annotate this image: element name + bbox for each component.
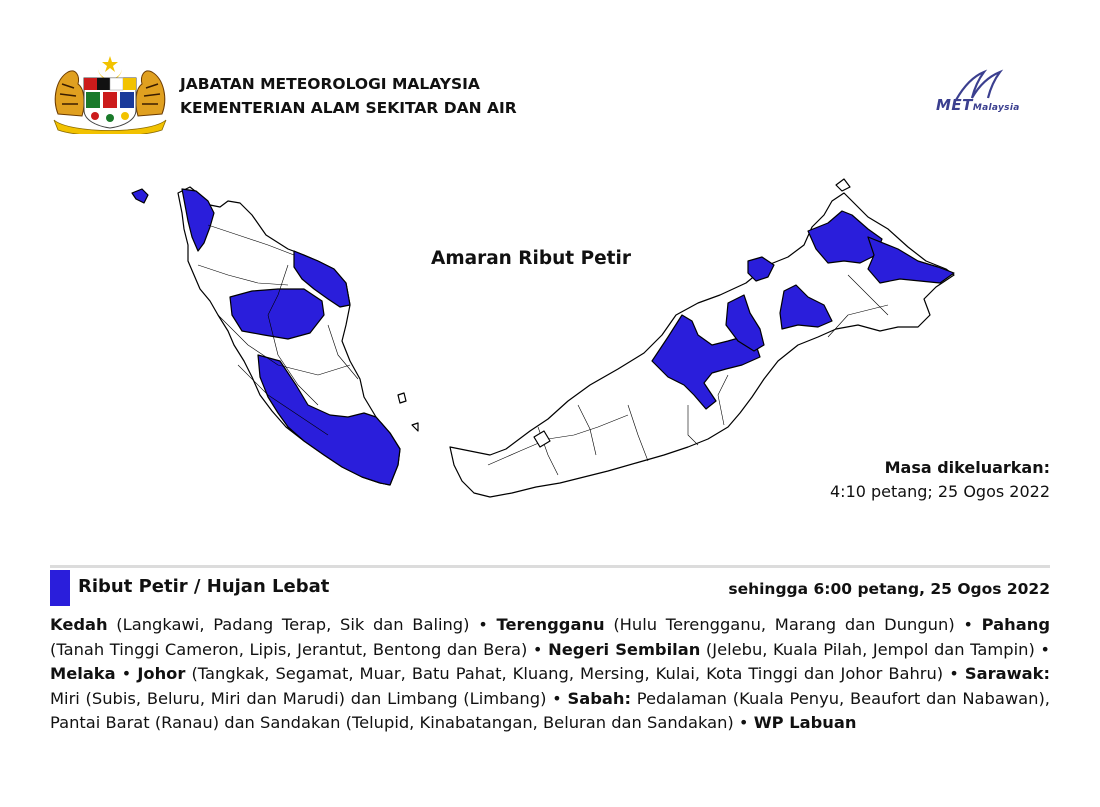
state-name: Sarawak: <box>964 664 1050 684</box>
affected-areas: Kedah (Langkawi, Padang Terap, Sik dan Baling) • Terengganu (Hulu Terengganu, Marang dan Dungun) • Pahang (Tanah Tinggi Cameron, Lipis, Jerantut, Bentong dan Bera) • Negeri Sembilan (Jelebu, Kuala Pilah, Jempol dan Tampin) • Melaka • Johor (Tangkak, Segamat, Muar, Batu Pahat, Kluang, Mersing, Kulai, Kota Tinggi dan Johor Bahru) • Sarawak: Miri (Subis, Beluru, Miri dan Marudi) dan Limbang (Limbang) • Sabah: Pedalaman (Kuala Penyu, Beaufort dan Nabawan), Pantai Barat (Ranau) dan Sandakan (Telupid, Kinabatangan, Beluran dan Sandakan) • WP Labuan <box>50 615 1050 733</box>
issued-label: Masa dikeluarkan: <box>884 458 1050 477</box>
org-line-2: KEMENTERIAN ALAM SEKITAR DAN AIR <box>180 99 517 117</box>
district-list: (Langkawi, Padang Terap, Sik dan Baling) <box>107 615 470 634</box>
state-name: Johor <box>137 664 186 684</box>
issued-info <box>830 456 1050 504</box>
district-list: (Tangkak, Segamat, Muar, Batu Pahat, Kluang, Mersing, Kulai, Kota Tinggi dan Johor Bahru) <box>185 664 944 684</box>
state-name: Terengganu <box>496 615 605 634</box>
state-name: Negeri Sembilan <box>548 639 701 659</box>
warning-type: Ribut Petir / Hujan Lebat <box>78 576 330 597</box>
district-list: Miri (Subis, Beluru, Miri dan Marudi) dan Limbang (Limbang) <box>50 688 547 708</box>
org-line-1: JABATAN METEOROLOGI MALAYSIA <box>180 75 480 93</box>
state-name: Sabah: <box>567 688 632 708</box>
valid-until: sehingga 6:00 petang, 25 Ogos 2022 <box>728 580 1050 598</box>
header <box>50 54 1050 134</box>
region-langkawi <box>132 189 148 203</box>
organization-name <box>180 72 517 120</box>
district-list: (Hulu Terengganu, Marang dan Dungun) <box>604 615 955 634</box>
state-name: Kedah <box>50 615 108 634</box>
met-malaysia-logo <box>934 66 1044 120</box>
logo-main: MET <box>936 96 973 114</box>
state-name: WP Labuan <box>753 713 857 733</box>
map-title: Amaran Ribut Petir <box>431 248 631 269</box>
district-list: Pedalaman (Kuala Penyu, Beaufort dan Nabawan), Pantai Barat (Ranau) dan Sandakan (Telupid, Kinabatangan, Beluran dan Sandakan) <box>50 688 1050 733</box>
logo-sub: Malaysia <box>972 103 1020 113</box>
region-sabah-sandakan <box>868 237 954 283</box>
state-name: Melaka <box>50 664 116 684</box>
district-list: (Jelebu, Kuala Pilah, Jempol dan Tampin) <box>700 639 1035 659</box>
legend-row <box>50 570 1050 606</box>
issued-time: 4:10 petang; 25 Ogos 2022 <box>830 482 1050 501</box>
warning-color-swatch <box>50 570 70 606</box>
state-name: Pahang <box>981 615 1050 634</box>
district-list: (Tanah Tinggi Cameron, Lipis, Jerantut, Bentong dan Bera) <box>50 639 528 659</box>
coat-of-arms-icon <box>50 54 170 134</box>
divider <box>50 565 1050 568</box>
